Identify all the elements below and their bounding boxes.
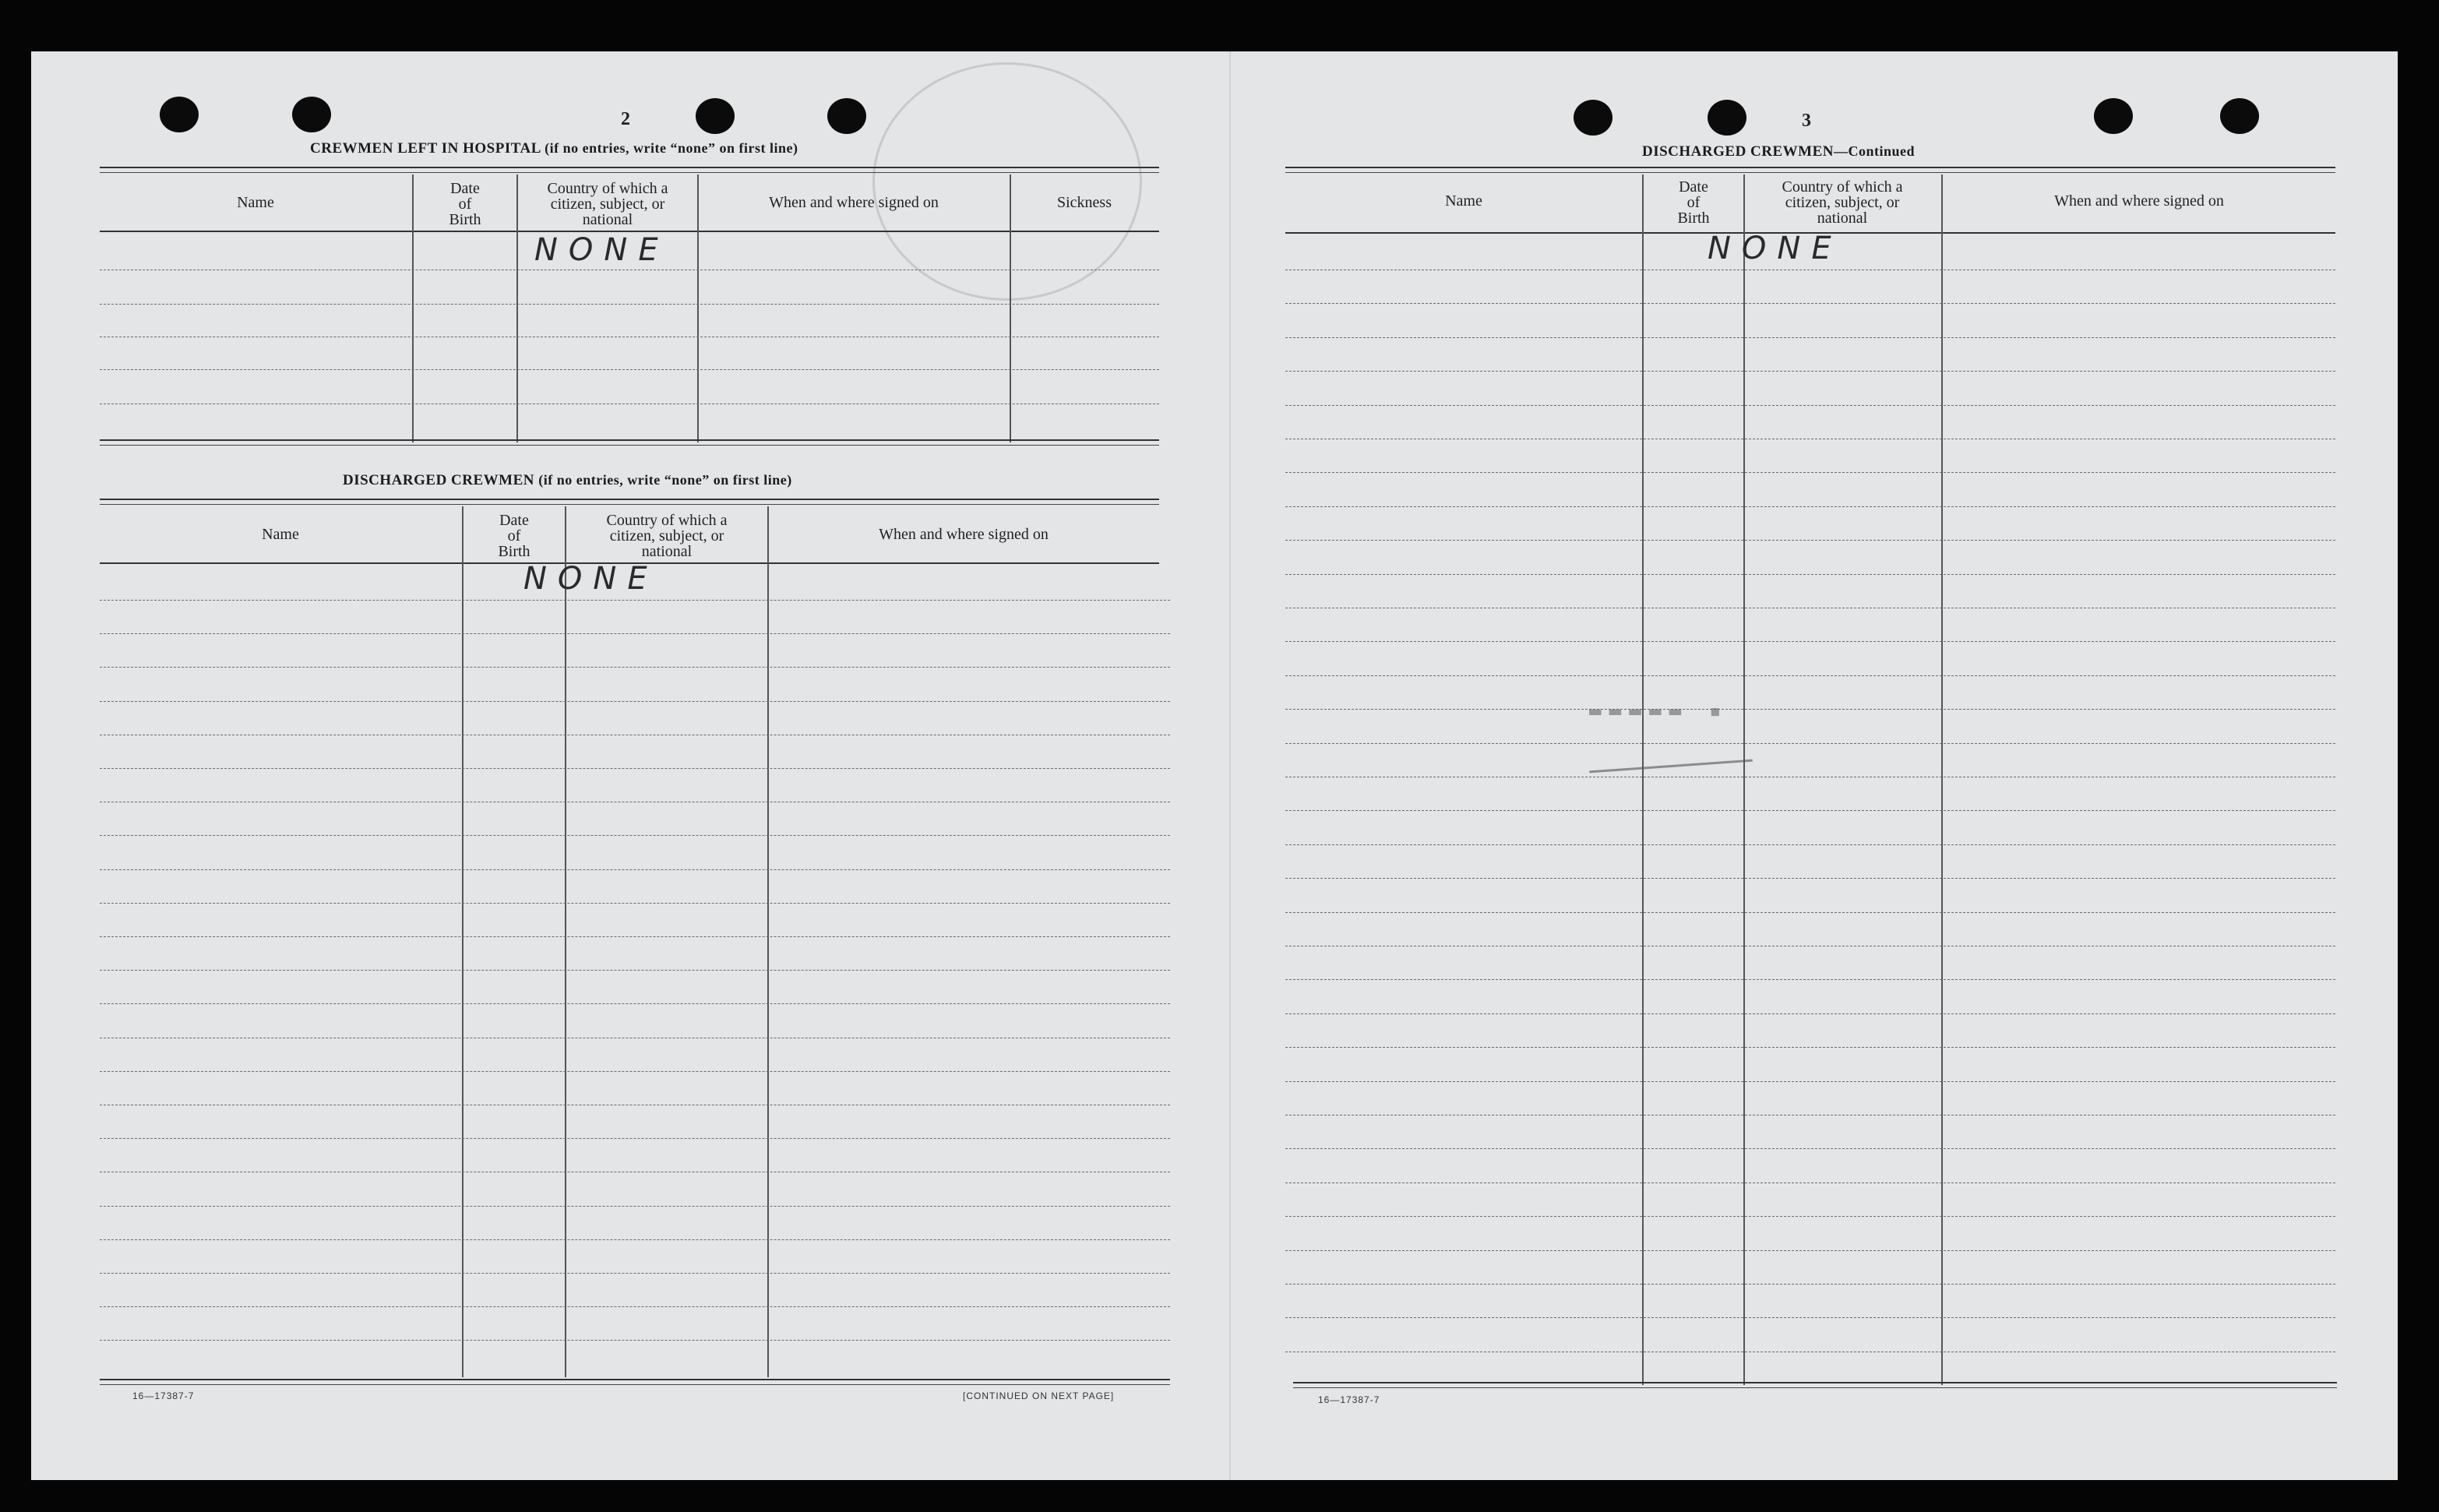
right-vline: [1642, 174, 1644, 1385]
hospital-section-title: [310, 140, 798, 157]
right-bottom-rule: [1293, 1382, 2337, 1388]
row-line: [1285, 1081, 2335, 1082]
hospital-col-signed: When and where signed on: [769, 194, 939, 211]
row-line: [100, 970, 1170, 971]
hospital-vline: [412, 174, 414, 442]
right-col-dob: [1644, 179, 1743, 226]
row-line: [1285, 878, 2335, 879]
row-line: [100, 667, 1170, 668]
right-col-country: [1743, 179, 1941, 226]
hospital-instruction: (if no entries, write “none” on first line): [545, 140, 798, 156]
row-line: [1285, 1047, 2335, 1048]
dob-line-2: of: [1687, 194, 1701, 211]
hospital-vline: [516, 174, 518, 442]
discharged-vline: [462, 506, 463, 1377]
form-number: 16—17387-7: [1318, 1394, 1380, 1405]
row-line: [100, 903, 1170, 904]
dob-line-2: of: [458, 196, 472, 213]
hospital-vline: [697, 174, 699, 442]
discharged-vline: [565, 506, 566, 1377]
discharged-col-country: [566, 513, 768, 559]
punch-hole: [292, 97, 331, 132]
row-line: [100, 1138, 1170, 1139]
row-line: [1285, 1013, 2335, 1014]
discharged-entry-none: NONE: [523, 561, 658, 597]
row-line: [1285, 743, 2335, 744]
right-vline: [1941, 174, 1943, 1385]
row-line: [1285, 844, 2335, 845]
row-line: [100, 600, 1170, 601]
right-title: DISCHARGED CREWMEN: [1642, 143, 1834, 160]
page-number: 2: [621, 109, 630, 129]
row-line: [1285, 405, 2335, 406]
right-entry-none: NONE: [1708, 231, 1842, 266]
hospital-top-rule: [100, 167, 1159, 173]
country-line-1: Country of which a: [1782, 178, 1903, 196]
discharged-bottom-rule: [100, 1379, 1170, 1385]
hospital-col-sickness: Sickness: [1057, 194, 1112, 211]
dob-line-3: Birth: [498, 543, 530, 560]
faint-stamp-mark: ▬▬▬▬▬ ▪: [1589, 700, 1729, 723]
discharged-section-title: [343, 472, 792, 489]
row-line: [100, 369, 1159, 370]
discharged-col-name: Name: [262, 526, 299, 543]
row-line: [100, 701, 1170, 702]
row-line: [100, 1071, 1170, 1072]
dob-line-1: Date: [1679, 178, 1708, 196]
discharged-vline: [767, 506, 769, 1377]
row-line: [1285, 709, 2335, 710]
hospital-title: CREWMEN LEFT IN HOSPITAL: [310, 140, 541, 157]
row-line: [1285, 472, 2335, 473]
discharged-col-signed: When and where signed on: [879, 526, 1049, 543]
right-col-signed: When and where signed on: [2054, 192, 2224, 210]
punch-hole: [2094, 98, 2133, 134]
row-line: [100, 1003, 1170, 1004]
row-line: [100, 1306, 1170, 1307]
row-line: [1285, 1182, 2335, 1183]
continued-note: [CONTINUED ON NEXT PAGE]: [963, 1390, 1115, 1401]
row-line: [1285, 303, 2335, 304]
hospital-bottom-rule: [100, 439, 1159, 446]
hospital-entry-none: NONE: [534, 232, 669, 268]
right-section-title: [1642, 143, 1915, 160]
row-line: [100, 835, 1170, 836]
hospital-col-name: Name: [237, 194, 274, 211]
punch-hole: [827, 98, 866, 134]
row-line: [1285, 371, 2335, 372]
punch-hole: [1574, 100, 1612, 136]
country-line-1: Country of which a: [547, 180, 668, 197]
row-line: [1285, 574, 2335, 575]
country-line-3: national: [582, 211, 633, 228]
row-line: [1285, 1317, 2335, 1318]
dob-line-1: Date: [450, 180, 480, 197]
right-continued: —Continued: [1834, 143, 1916, 159]
row-line: [100, 633, 1170, 634]
row-line: [1285, 675, 2335, 676]
country-line-1: Country of which a: [606, 512, 728, 529]
row-line: [1285, 810, 2335, 811]
punch-hole: [160, 97, 199, 132]
country-line-2: citizen, subject, or: [609, 527, 724, 545]
discharged-instruction: (if no entries, write “none” on first line): [538, 472, 792, 488]
country-line-3: national: [1817, 210, 1868, 227]
right-top-rule: [1285, 167, 2335, 173]
row-line: [100, 1239, 1170, 1240]
punch-hole: [2220, 98, 2259, 134]
row-line: [1285, 979, 2335, 980]
row-line: [100, 869, 1170, 870]
right-col-name: Name: [1445, 192, 1482, 210]
discharged-col-dob: [463, 513, 566, 559]
row-line: [1285, 540, 2335, 541]
country-line-2: citizen, subject, or: [550, 196, 665, 213]
page-number: 3: [1802, 111, 1811, 131]
page-fold: [1229, 51, 1231, 1480]
dob-line-1: Date: [499, 512, 529, 529]
row-line: [1285, 1250, 2335, 1251]
punch-hole: [696, 98, 735, 134]
hospital-col-dob: [413, 181, 517, 227]
row-line: [100, 304, 1159, 305]
form-number: 16—17387-7: [132, 1390, 195, 1401]
receipt-stamp: [872, 62, 1142, 301]
dob-line-3: Birth: [1677, 210, 1710, 227]
row-line: [1285, 337, 2335, 338]
row-line: [1285, 1216, 2335, 1217]
row-line: [100, 936, 1170, 937]
row-line: [100, 1340, 1170, 1341]
right-vline: [1743, 174, 1745, 1385]
row-line: [100, 768, 1170, 769]
dob-line-2: of: [507, 527, 521, 545]
discharged-title: DISCHARGED CREWMEN: [343, 472, 534, 488]
row-line: [1285, 641, 2335, 642]
row-line: [100, 1273, 1170, 1274]
discharged-top-rule: [100, 499, 1159, 505]
row-line: [1285, 912, 2335, 913]
document-paper: [31, 51, 2398, 1480]
row-line: [1285, 1284, 2335, 1285]
punch-hole: [1708, 100, 1746, 136]
hospital-vline: [1010, 174, 1011, 442]
dob-line-3: Birth: [449, 211, 481, 228]
row-line: [1285, 506, 2335, 507]
country-line-2: citizen, subject, or: [1785, 194, 1900, 211]
row-line: [100, 1206, 1170, 1207]
hospital-col-country: [517, 181, 698, 227]
country-line-3: national: [641, 543, 693, 560]
row-line: [1285, 1148, 2335, 1149]
